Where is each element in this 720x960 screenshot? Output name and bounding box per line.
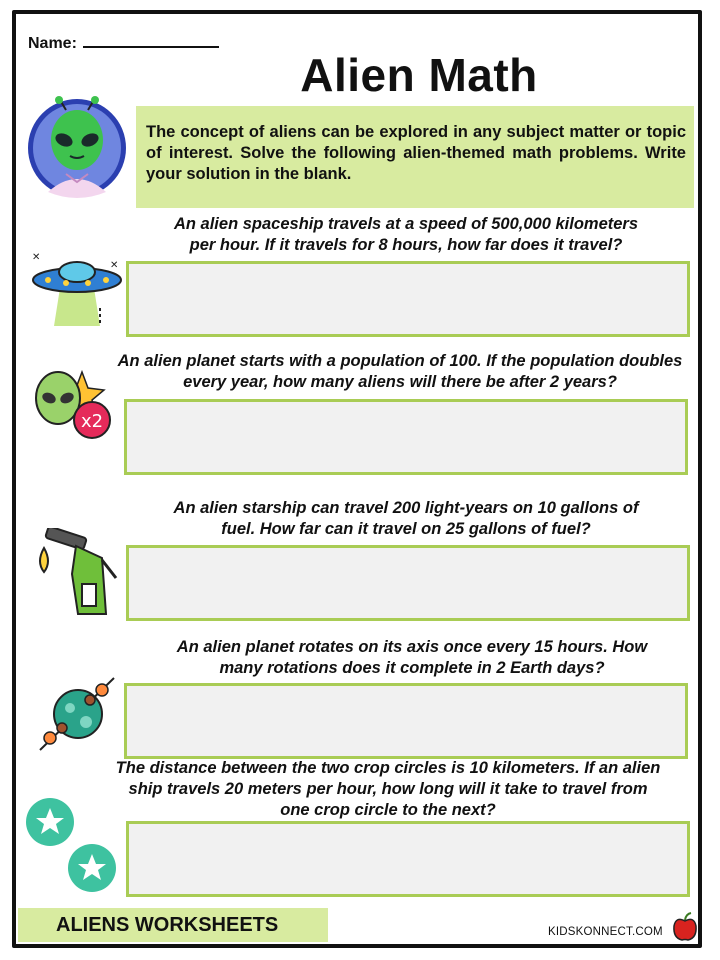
question-2 — [100, 351, 700, 393]
answer-box-5[interactable] — [126, 821, 690, 897]
page-title: Alien Math — [300, 49, 538, 101]
svg-text:✕: ✕ — [110, 260, 119, 271]
question-4 — [112, 637, 712, 679]
name-label: Name: — [28, 35, 77, 52]
question-3 — [106, 498, 706, 540]
x2-badge-text: x2 — [80, 411, 104, 432]
question-3-line-1: An alien starship can travel 200 light-years on 10 gallons of — [173, 499, 639, 517]
question-2-line-2: every year, how many aliens will there be after 2 years? — [183, 373, 617, 391]
question-5-line-2: ship travels 20 meters per hour, how long will it take to travel from — [128, 780, 648, 798]
question-4-line-2: many rotations does it complete in 2 Earth days? — [219, 659, 605, 677]
site-name: KIDSKONNECT.COM — [548, 926, 663, 938]
svg-text:✕: ✕ — [32, 252, 41, 263]
answer-box-1[interactable] — [126, 261, 690, 337]
name-field[interactable] — [28, 32, 219, 53]
intro-text: The concept of aliens can be explored in any subject matter or topic of interest. Solve the following alien-themed math problems. Write your solution in the blank. — [136, 106, 694, 208]
question-3-line-2: fuel. How far can it travel on 25 gallons of fuel? — [221, 520, 591, 538]
question-2-line-1: An alien planet starts with a population of 100. If the population doubles — [117, 352, 683, 370]
ufo-icon — [30, 250, 124, 330]
apple-icon — [672, 912, 698, 942]
answer-box-3[interactable] — [126, 545, 690, 621]
fuel-nozzle-icon — [30, 528, 122, 620]
answer-box-2[interactable] — [124, 399, 688, 475]
question-1 — [106, 214, 706, 256]
alien-avatar-icon — [26, 96, 128, 200]
alien-x2-icon — [32, 364, 116, 442]
question-5-line-1: The distance between the two crop circles is 10 kilometers. If an alien — [115, 759, 661, 777]
question-1-line-2: per hour. If it travels for 8 hours, how far does it travel? — [189, 236, 623, 254]
planet-icon — [34, 674, 120, 754]
answer-box-4[interactable] — [124, 683, 688, 759]
footer-label: ALIENS WORKSHEETS — [56, 914, 279, 936]
name-blank[interactable] — [83, 32, 219, 48]
question-5-line-3: one crop circle to the next? — [280, 801, 496, 819]
question-5 — [84, 758, 692, 821]
crop-circle-icon — [24, 796, 120, 896]
question-4-line-1: An alien planet rotates on its axis once every 15 hours. How — [176, 638, 648, 656]
question-1-line-1: An alien spaceship travels at a speed of 500,000 kilometers — [173, 215, 639, 233]
